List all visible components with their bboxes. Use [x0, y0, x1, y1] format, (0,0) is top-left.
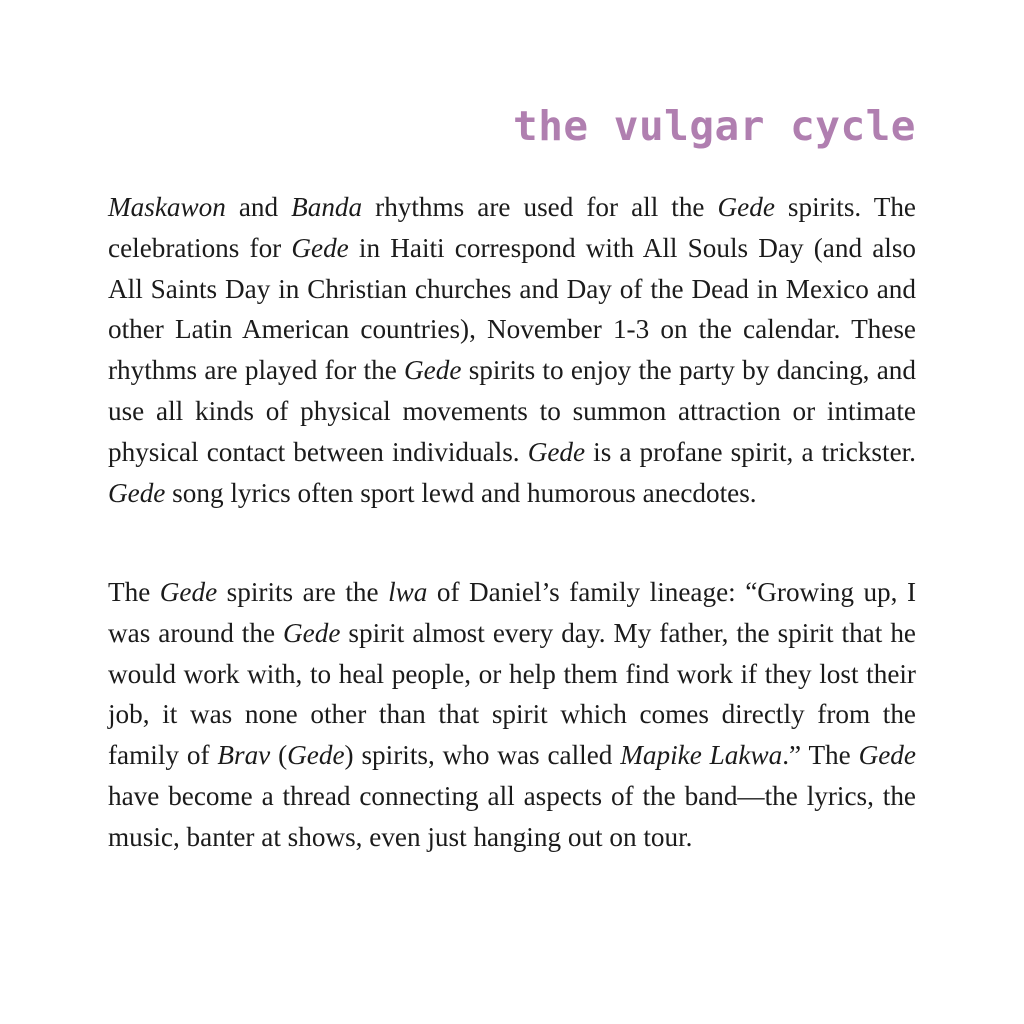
paragraph-family-lineage [108, 572, 916, 858]
text-span: ) spirits, who was called [344, 740, 621, 771]
text-span: in Haiti correspond with All Souls Day (and also All Saints Day in Christian churches and Day of the Dead in Mexico and other Latin American countries), November 1-3 on the calendar. These rhythms are played for the [108, 232, 917, 386]
text-span: The [108, 577, 160, 607]
text-span: spirits. The celebrations for [108, 192, 916, 263]
term-gede: Gede [283, 617, 341, 648]
text-span: ( [270, 740, 288, 771]
term-gede: Gede [858, 740, 916, 771]
text-span: of Daniel’s family lineage: “Growing up, I was around the [108, 577, 916, 648]
term-banda: Banda [291, 192, 363, 222]
paragraph-gede-rhythms [108, 187, 916, 513]
text-span: spirits are the [217, 577, 389, 607]
text-span: spirit almost every day. My father, the spirit that he would work with, to heal people, or help them find work if they lost their job, it was none other than that spirit which comes directly from the family of [108, 617, 916, 771]
term-gede: Gede [404, 355, 462, 386]
text-span: song lyrics often sport lewd and humorous anecdotes. [165, 477, 757, 508]
term-gede: Gede [108, 477, 166, 508]
text-span: is a profane spirit, a trickster. [585, 436, 916, 467]
term-gede: Gede [527, 436, 586, 467]
term-gede: Gede [291, 232, 349, 263]
term-brav: Brav [217, 740, 271, 771]
term-gede: Gede [287, 740, 345, 771]
text-span: have become a thread connecting all aspects of the band—the lyrics, the music, banter at shows, even just hanging out on tour. [108, 780, 916, 852]
text-span: spirits to enjoy the party by dancing, and use all kinds of physical movements to summon attraction or intimate physical contact between individuals. [108, 355, 916, 467]
text-span: .” The [782, 740, 859, 771]
term-maskawon: Maskawon [108, 192, 226, 222]
term-mapike-lakwa: Mapike Lakwa [620, 740, 783, 771]
term-lwa: lwa [388, 577, 428, 607]
section-heading: the vulgar cycle [513, 102, 916, 150]
term-gede: Gede [159, 577, 218, 607]
text-span: and [225, 192, 292, 222]
text-span: rhythms are used for all the [362, 192, 718, 222]
term-gede: Gede [717, 192, 775, 222]
